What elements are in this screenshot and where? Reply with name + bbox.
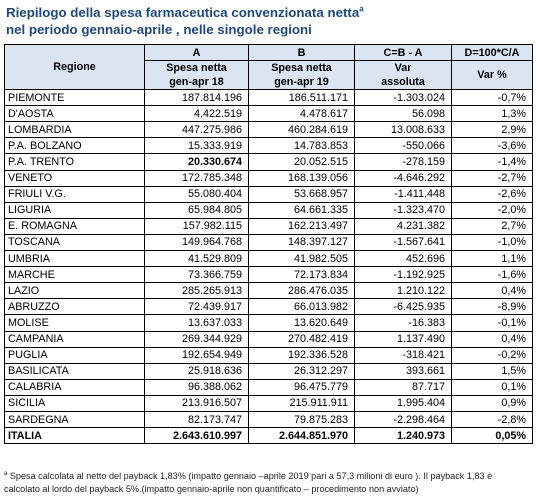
table-row — [5, 251, 533, 267]
cell-col-b: 192.336.528 — [249, 347, 355, 363]
cell-region: PIEMONTE — [5, 90, 145, 106]
cell-col-a: 13.637.033 — [145, 315, 249, 331]
cell-col-c: -1.303.024 — [355, 90, 452, 106]
cell-col-a: 20.330.674 — [145, 154, 249, 170]
cell-col-c: -318.421 — [355, 347, 452, 363]
cell-col-b: 26.312.297 — [249, 363, 355, 379]
cell-col-c: 4.231.382 — [355, 218, 452, 234]
header-col-c — [355, 61, 452, 90]
cell-region: MOLISE — [5, 315, 145, 331]
table-row — [5, 395, 533, 411]
cell-col-a: 82.173.747 — [145, 411, 249, 427]
cell-col-b: 186.511.171 — [249, 90, 355, 106]
header-col-b-line2: gen-apr 19 — [274, 76, 329, 89]
cell-region: TOSCANA — [5, 234, 145, 250]
cell-col-a: 96.388.062 — [145, 379, 249, 395]
cell-col-c: -2.298.464 — [355, 411, 452, 427]
cell-col-d: 1,1% — [452, 251, 533, 267]
cell-col-d: 1,5% — [452, 363, 533, 379]
cell-col-a: 149.964.768 — [145, 234, 249, 250]
table-row — [5, 347, 533, 363]
spending-table — [4, 44, 533, 444]
cell-col-d: -3,6% — [452, 138, 533, 154]
header-col-a-letter: A — [145, 45, 249, 61]
cell-col-b: 41.982.505 — [249, 251, 355, 267]
title-line-2: nel periodo gennaio-aprile , nelle singole regioni — [6, 22, 312, 37]
cell-col-c: 56.098 — [355, 106, 452, 122]
header-col-b-letter: B — [249, 45, 355, 61]
header-col-d-letter: D=100*C/A — [452, 45, 533, 61]
table-row — [5, 122, 533, 138]
cell-col-d: 2,9% — [452, 122, 533, 138]
cell-region: CALABRIA — [5, 379, 145, 395]
footnote-mark: a — [4, 470, 8, 477]
table-row — [5, 379, 533, 395]
cell-col-c: -16.383 — [355, 315, 452, 331]
cell-col-a: 41.529.809 — [145, 251, 249, 267]
cell-col-b: 72.173.834 — [249, 267, 355, 283]
header-col-c-letter: C=B - A — [355, 45, 452, 61]
cell-region: SICILIA — [5, 395, 145, 411]
cell-col-c: -1.411.448 — [355, 186, 452, 202]
cell-col-a: 73.366.759 — [145, 267, 249, 283]
header-col-a-line1: Spesa netta — [166, 62, 227, 75]
footnote-line-2: calcolato al lordo del payback 5%.(impatto gennaio-aprile non quantificato – procedimento non avviato) — [4, 484, 419, 494]
cell-col-d: -1,0% — [452, 234, 533, 250]
cell-col-a: 25.918.636 — [145, 363, 249, 379]
cell-col-b: 2.644.851.970 — [249, 428, 355, 444]
cell-col-b: 148.397.127 — [249, 234, 355, 250]
cell-col-b: 460.284.619 — [249, 122, 355, 138]
cell-region: P.A. BOLZANO — [5, 138, 145, 154]
table-row — [5, 315, 533, 331]
cell-col-c: -278.159 — [355, 154, 452, 170]
cell-col-b: 20.052.515 — [249, 154, 355, 170]
cell-col-c: -1.192.925 — [355, 267, 452, 283]
cell-col-d: -2,7% — [452, 170, 533, 186]
title-footnote-mark: a — [359, 4, 364, 14]
footnote-line-1 — [4, 470, 534, 483]
cell-region: P.A. TRENTO — [5, 154, 145, 170]
cell-col-d: 0,05% — [452, 428, 533, 444]
table-row — [5, 170, 533, 186]
cell-col-b: 286.476.035 — [249, 283, 355, 299]
table-row — [5, 283, 533, 299]
table-row — [5, 363, 533, 379]
total-row — [5, 428, 533, 444]
cell-col-c: 1.210.122 — [355, 283, 452, 299]
cell-col-c: -1.567.641 — [355, 234, 452, 250]
header-col-b — [249, 61, 355, 90]
table-row — [5, 154, 533, 170]
cell-col-d: -2,6% — [452, 186, 533, 202]
cell-region: LAZIO — [5, 283, 145, 299]
cell-region: CAMPANIA — [5, 331, 145, 347]
cell-col-a: 285.265.913 — [145, 283, 249, 299]
table-row — [5, 90, 533, 106]
cell-col-b: 270.482.419 — [249, 331, 355, 347]
cell-col-a: 269.344.929 — [145, 331, 249, 347]
cell-col-b: 66.013.982 — [249, 299, 355, 315]
cell-col-b: 96.475.779 — [249, 379, 355, 395]
header-col-c-line1: Var — [394, 62, 412, 75]
table-row — [5, 106, 533, 122]
cell-col-c: 393.661 — [355, 363, 452, 379]
table-row — [5, 186, 533, 202]
table-row — [5, 411, 533, 427]
cell-region: E. ROMAGNA — [5, 218, 145, 234]
title-line-1 — [6, 4, 532, 21]
cell-region: UMBRIA — [5, 251, 145, 267]
cell-col-d: -8,9% — [452, 299, 533, 315]
cell-region: VENETO — [5, 170, 145, 186]
table-row — [5, 202, 533, 218]
cell-col-d: 1,3% — [452, 106, 533, 122]
cell-col-c: 13.008.633 — [355, 122, 452, 138]
table-row — [5, 218, 533, 234]
cell-col-b: 53.668.957 — [249, 186, 355, 202]
cell-col-a: 187.814.196 — [145, 90, 249, 106]
cell-col-c: 1.240.973 — [355, 428, 452, 444]
cell-region: BASILICATA — [5, 363, 145, 379]
table-row — [5, 299, 533, 315]
table-row — [5, 234, 533, 250]
cell-col-c: 1.137.490 — [355, 331, 452, 347]
cell-col-d: -1,4% — [452, 154, 533, 170]
cell-col-a: 172.785.348 — [145, 170, 249, 186]
cell-col-b: 79.875.283 — [249, 411, 355, 427]
cell-region: D'AOSTA — [5, 106, 145, 122]
header-col-b-line1: Spesa netta — [271, 62, 332, 75]
cell-col-d: 0,9% — [452, 395, 533, 411]
cell-col-c: -4.646.292 — [355, 170, 452, 186]
cell-col-a: 213.916.507 — [145, 395, 249, 411]
header-col-d: Var % — [452, 61, 533, 90]
cell-col-a: 2.643.610.997 — [145, 428, 249, 444]
title-line-1-text: Riepilogo della spesa farmaceutica convenzionata netta — [6, 5, 360, 20]
cell-col-a: 157.982.115 — [145, 218, 249, 234]
cell-col-d: -1,6% — [452, 267, 533, 283]
cell-col-b: 64.661.335 — [249, 202, 355, 218]
page-title — [6, 4, 532, 38]
header-col-a — [145, 61, 249, 90]
table-row — [5, 267, 533, 283]
footnote-line-1-text: Spesa calcolata al netto del payback 1,83% (impatto gennaio –aprile 2019 pari a 57,3 milioni di euro ). Il payback 1,83 è — [7, 471, 493, 481]
cell-col-c: 87.717 — [355, 379, 452, 395]
cell-region: MARCHE — [5, 267, 145, 283]
cell-col-d: 2,7% — [452, 218, 533, 234]
cell-region: PUGLIA — [5, 347, 145, 363]
header-region: Regione — [5, 45, 145, 90]
header-row-letters — [5, 45, 533, 61]
cell-col-b: 13.620.649 — [249, 315, 355, 331]
cell-col-c: 452.696 — [355, 251, 452, 267]
cell-col-b: 14.783.853 — [249, 138, 355, 154]
cell-col-b: 168.139.056 — [249, 170, 355, 186]
cell-col-a: 55.080.404 — [145, 186, 249, 202]
cell-col-c: -1.323.470 — [355, 202, 452, 218]
cell-region: LIGURIA — [5, 202, 145, 218]
cell-col-d: 0,1% — [452, 379, 533, 395]
cell-col-a: 4.422.519 — [145, 106, 249, 122]
cell-region: SARDEGNA — [5, 411, 145, 427]
cell-region: ITALIA — [5, 428, 145, 444]
cell-col-a: 192.654.949 — [145, 347, 249, 363]
table-row — [5, 138, 533, 154]
cell-col-d: -2,8% — [452, 411, 533, 427]
cell-col-b: 162.213.497 — [249, 218, 355, 234]
cell-col-b: 215.911.911 — [249, 395, 355, 411]
table-row — [5, 331, 533, 347]
cell-col-d: 0,4% — [452, 331, 533, 347]
footnote — [4, 470, 534, 496]
cell-col-d: -0,7% — [452, 90, 533, 106]
cell-col-b: 4.478.617 — [249, 106, 355, 122]
cell-col-d: -0,2% — [452, 347, 533, 363]
cell-col-c: 1.995.404 — [355, 395, 452, 411]
cell-col-d: 0,4% — [452, 283, 533, 299]
cell-col-d: -2,0% — [452, 202, 533, 218]
header-col-c-line2: assoluta — [381, 76, 425, 89]
cell-col-a: 72.439.917 — [145, 299, 249, 315]
header-col-a-line2: gen-apr 18 — [169, 76, 224, 89]
cell-region: ABRUZZO — [5, 299, 145, 315]
cell-col-a: 447.275.986 — [145, 122, 249, 138]
cell-col-d: -0,1% — [452, 315, 533, 331]
cell-col-c: -6.425.935 — [355, 299, 452, 315]
cell-col-a: 15.333.919 — [145, 138, 249, 154]
cell-region: LOMBARDIA — [5, 122, 145, 138]
cell-col-c: -550.066 — [355, 138, 452, 154]
cell-region: FRIULI V.G. — [5, 186, 145, 202]
cell-col-a: 65.984.805 — [145, 202, 249, 218]
